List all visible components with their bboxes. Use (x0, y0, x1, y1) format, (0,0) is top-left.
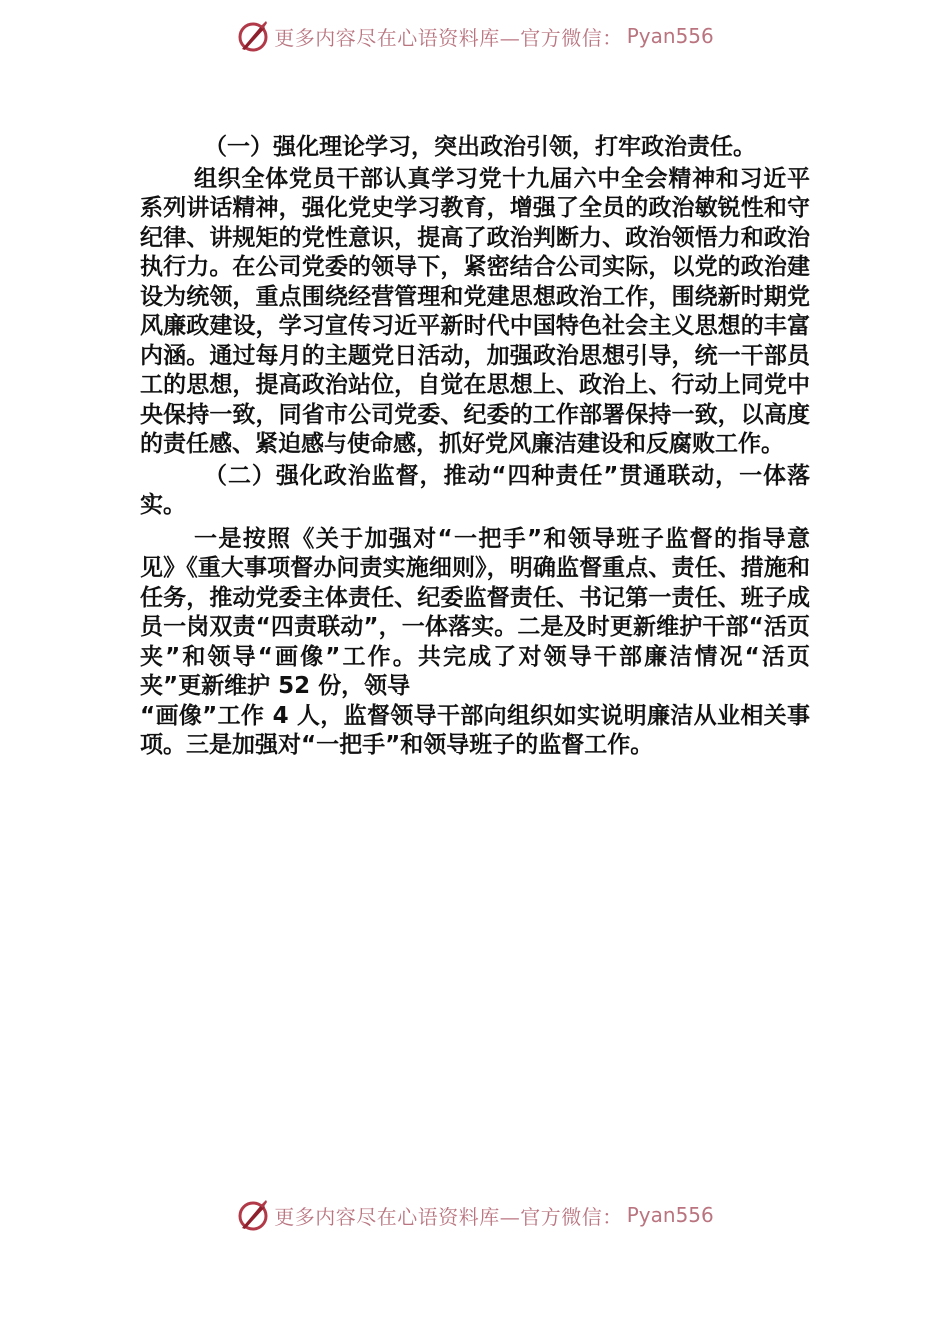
paragraph-2: 一是按照《关于加强对“一把手”和领导班子监督的指导意见》《重大事项督办问责实施细则》，明确监督重点、责任、措施和任务，推动党委主体责任、纪委监督责任、书记第一责任、班子成员一岗双责“四责联动”，一体落实。二是及时更新维护干部“活页夹”和领导“画像”工作。共完成了对领导干部廉洁情况“活页夹”更新维护 52 份，领导 (140, 525, 810, 699)
watermark-text: 更多内容尽在心语资料库—官方微信： (274, 1204, 623, 1229)
pen-quill-logo-icon (236, 1198, 270, 1232)
footer-watermark (0, 1195, 950, 1235)
section-heading-1: （一）强化理论学习，突出政治引领，打牢政治责任。 (204, 134, 756, 160)
watermark-text: 更多内容尽在心语资料库—官方微信： (274, 25, 623, 50)
paragraph-1: 组织全体党员干部认真学习党十九届六中全会精神和习近平系列讲话精神，强化党史学习教育，增强了全员的政治敏锐性和守纪律、讲规矩的党性意识，提高了政治判断力、政治领悟力和政治执行力。在公司党委的领导下，紧密结合公司实际，以党的政治建设为统领，重点围绕经营管理和党建思想政治工作，围绕新时期党风廉政建设，学习宣传习近平新时代中国特色社会主义思想的丰富内涵。通过每月的主题党日活动，加强政治思想引导，统一干部员工的思想，提高政治站位，自觉在思想上、政治上、行动上同党中央保持一致，同省市公司党委、纪委的工作部署保持一致，以高度的责任感、紧迫感与使命感，抓好党风廉洁建设和反腐败工作。 (140, 165, 810, 457)
section-heading-2: （二）强化政治监督，推动“四种责任”贯通联动，一体落实。 (140, 462, 810, 518)
watermark-wechat-id: Pyan556 (626, 24, 714, 48)
watermark-wechat-id: Pyan556 (626, 1203, 714, 1227)
pen-quill-logo-icon (236, 19, 270, 53)
paragraph-3: “画像”工作 4 人，监督领导干部向组织如实说明廉洁从业相关事项。三是加强对“一把手”和领导班子的监督工作。 (140, 702, 810, 758)
document-body (140, 133, 810, 761)
header-watermark (0, 16, 950, 56)
